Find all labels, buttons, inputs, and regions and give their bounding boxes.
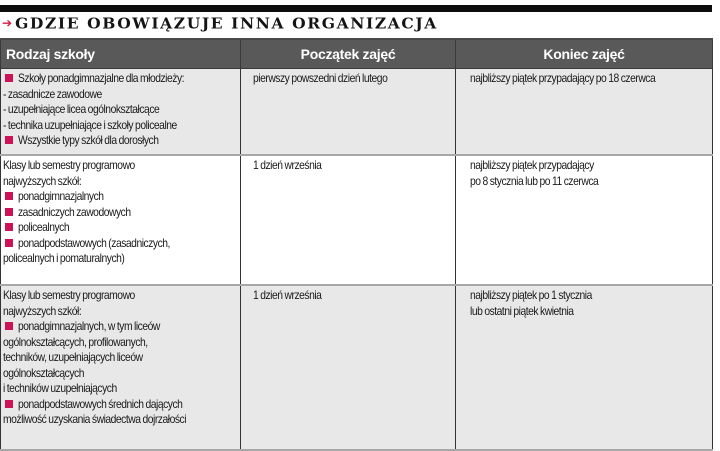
end-date-line [470, 71, 708, 87]
table-header-row [1, 39, 713, 69]
cell-end-date [456, 285, 713, 450]
column-header-school-type: Rodzaj szkoły [1, 39, 241, 69]
school-type-line [3, 102, 238, 118]
school-type-line [3, 335, 238, 351]
school-type-text: zasadniczych zawodowych [18, 204, 131, 219]
end-date-line [470, 174, 708, 190]
school-type-text: ponadpodstawowych (zasadniczych, [18, 235, 170, 250]
square-bullet-icon [5, 239, 13, 247]
school-type-line [3, 133, 238, 149]
start-date-line [253, 158, 451, 174]
end-date-line [470, 158, 708, 174]
end-date-text: najbliższy piątek po 1 stycznia [470, 288, 592, 302]
school-type-text: ponadpodstawowych średnich dających [18, 396, 183, 411]
school-type-text: Wszystkie typy szkół dla dorosłych [18, 133, 159, 147]
section-title [2, 12, 438, 34]
school-type-text: najwyższych szkół: [3, 303, 82, 318]
school-type-line [3, 397, 238, 413]
school-type-line [3, 87, 238, 103]
school-type-text: Klasy lub semestry programowo [3, 158, 135, 172]
square-bullet-icon [5, 223, 13, 231]
school-type-text: techników, uzupełniających liceów [3, 350, 143, 364]
school-type-line [3, 366, 238, 382]
school-type-line [3, 71, 238, 87]
school-type-line [3, 350, 238, 366]
start-date-line [253, 71, 451, 87]
school-type-line [3, 412, 238, 428]
column-header-end: Koniec zajęć [456, 39, 713, 69]
school-type-text: możliwość uzyskania świadectwa dojrzałości [3, 412, 187, 426]
school-type-text: Klasy lub semestry programowo [3, 288, 135, 302]
square-bullet-icon [5, 400, 13, 408]
school-type-text: ogólnokształcących [3, 365, 84, 380]
arrow-right-icon: ➔ [2, 16, 13, 30]
end-date-text: najbliższy piątek przypadający [470, 158, 594, 172]
school-type-line [3, 118, 238, 134]
school-type-text: Szkoły ponadgimnazjalne dla młodzieży: [18, 71, 185, 85]
square-bullet-icon [5, 322, 13, 330]
school-type-text: i techników uzupełniających [3, 381, 117, 395]
end-date-text: po 8 stycznia lub po 11 czerwca [470, 173, 599, 188]
school-type-text: najwyższych szkół: [3, 173, 82, 188]
cell-school-type [1, 155, 241, 285]
square-bullet-icon [5, 74, 13, 82]
start-date-text: 1 dzień września [253, 158, 322, 172]
start-date-text: pierwszy powszedni dzień lutego [253, 71, 388, 85]
school-type-line [3, 189, 238, 205]
school-type-line [3, 174, 238, 190]
school-type-line [3, 205, 238, 221]
end-date-text: najbliższy piątek przypadający po 18 czerwca [470, 71, 656, 85]
end-date-text: lub ostatni piątek kwietnia [470, 303, 574, 318]
school-type-line [3, 304, 238, 320]
school-type-line [3, 319, 238, 335]
school-type-line [3, 236, 238, 252]
cell-school-type [1, 285, 241, 450]
table-row [1, 285, 713, 450]
start-date-line [253, 288, 451, 304]
school-type-text: ogólnokształcących, profilowanych, [3, 334, 148, 349]
school-type-line [3, 288, 238, 304]
school-type-text: ponadgimnazjalnych [18, 189, 104, 203]
school-type-text: policealnych [18, 220, 70, 234]
cell-school-type [1, 69, 241, 156]
square-bullet-icon [5, 136, 13, 144]
cell-end-date [456, 155, 713, 285]
column-header-start: Początek zajęć [241, 39, 456, 69]
school-schedule-table [0, 38, 713, 451]
cell-start-date [241, 69, 456, 156]
section-title-text: GDZIE OBOWIĄZUJE INNA ORGANIZACJA [15, 13, 438, 33]
cell-start-date [241, 285, 456, 450]
school-type-line [3, 220, 238, 236]
school-type-text: ponadgimnazjalnych, w tym liceów [18, 319, 160, 333]
end-date-line [470, 288, 708, 304]
school-type-text: - zasadnicze zawodowe [3, 86, 102, 101]
school-type-text: - technika uzupełniające i szkoły policealne [3, 117, 177, 132]
cell-start-date [241, 155, 456, 285]
school-type-text: policealnych i pomaturalnych) [3, 251, 125, 265]
table-row [1, 155, 713, 285]
top-rule [0, 5, 712, 12]
school-type-line [3, 381, 238, 397]
school-type-line [3, 251, 238, 267]
table-row [1, 69, 713, 156]
school-type-text: - uzupełniające licea ogólnokształcące [3, 102, 160, 116]
cell-end-date [456, 69, 713, 156]
square-bullet-icon [5, 208, 13, 216]
square-bullet-icon [5, 192, 13, 200]
school-type-line [3, 158, 238, 174]
end-date-line [470, 304, 708, 320]
start-date-text: 1 dzień września [253, 288, 322, 302]
